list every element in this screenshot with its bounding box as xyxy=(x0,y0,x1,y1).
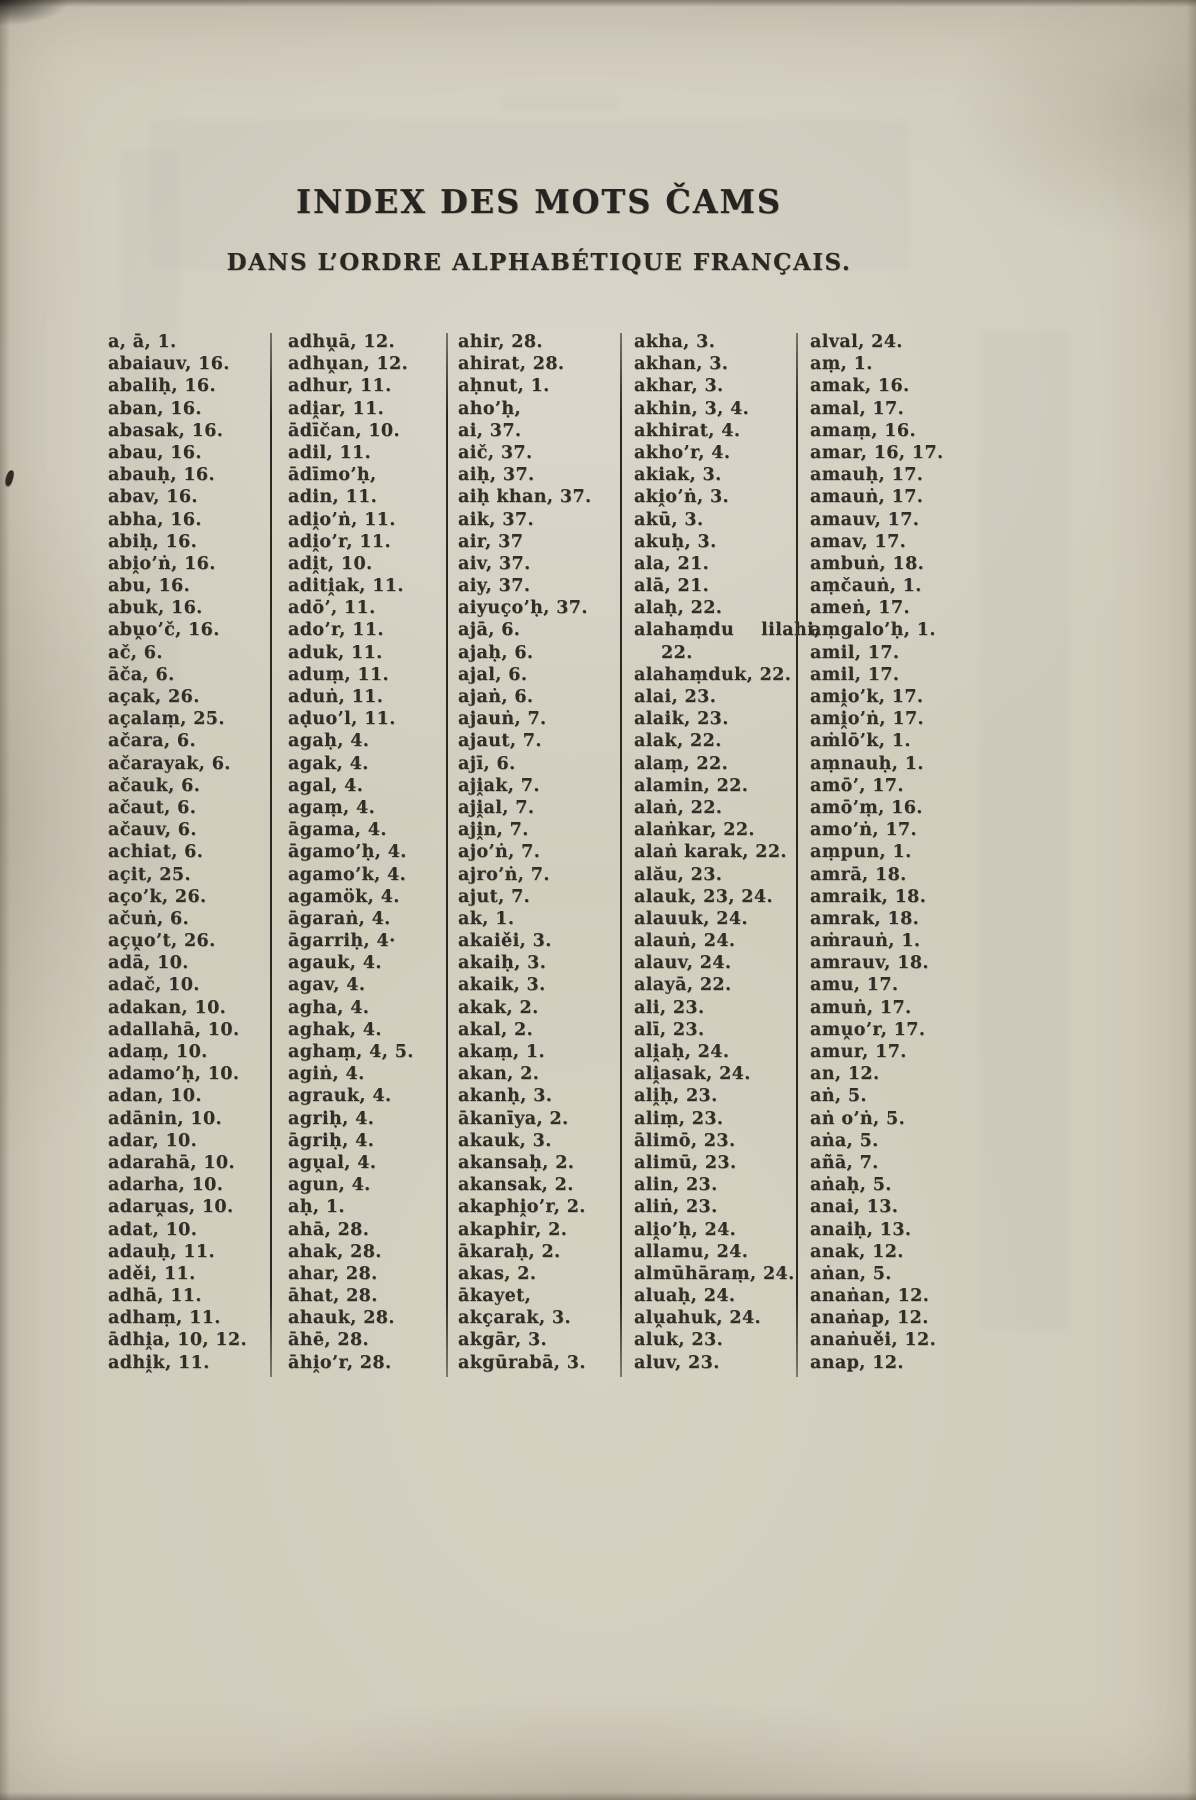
index-entry: amur, 17. xyxy=(810,1042,907,1062)
index-entry: alaḥ, 22. xyxy=(634,598,723,619)
index-entry: akaphi̭o’r, 2. xyxy=(458,1197,586,1218)
index-entry: an, 12. xyxy=(810,1064,880,1085)
index-entry: āgriḥ, 4. xyxy=(288,1130,375,1151)
index-entry: aji̭al, 7. xyxy=(458,797,535,818)
index-entry: agav, 4. xyxy=(288,975,366,996)
index-entry: akhin, 3, 4. xyxy=(634,398,750,419)
index-entry: alahaṃduk, 22. xyxy=(634,664,792,685)
index-entry: akauk, 3. xyxy=(458,1130,552,1151)
index-entry: alauk, 23, 24. xyxy=(634,886,773,907)
index-entry: aditi̭ak, 11. xyxy=(288,576,404,597)
index-entry: ākayet, xyxy=(458,1286,532,1307)
index-entry: adā, 10. xyxy=(108,953,189,974)
index-entry: ajaḥ, 6. xyxy=(458,642,534,663)
index-entry: ač, 6. xyxy=(108,642,163,663)
index-entry: adakan, 10. xyxy=(108,997,227,1018)
index-entry: akansak, 2. xyxy=(458,1175,574,1196)
index-entry: agal, 4. xyxy=(288,775,364,796)
index-entry: ajauṅ, 7. xyxy=(458,709,547,730)
index-entry: ačara, 6. xyxy=(108,731,196,752)
index-entry: adat, 10. xyxy=(108,1219,198,1240)
index-entry: aḍuo’l, 11. xyxy=(288,709,396,730)
index-entry: amrauv, 18. xyxy=(810,953,929,974)
index-entry: adhaṃ, 11. xyxy=(108,1308,221,1329)
index-entry: akuḥ, 3. xyxy=(634,531,717,552)
index-entry: añā, 7. xyxy=(810,1152,879,1173)
index-entry: amal, 17. xyxy=(810,398,905,419)
index-entry: agrauk, 4. xyxy=(288,1086,392,1107)
index-entry: amauṅ, 17. xyxy=(810,487,924,508)
index-entry: anaṅan, 12. xyxy=(810,1286,930,1307)
index-entry: adin, 11. xyxy=(288,487,378,508)
index-entry: ādīmo’ḥ, xyxy=(288,465,377,486)
index-entry: ākaraḥ, 2. xyxy=(458,1241,561,1262)
index-entry: açṷo’t, 26. xyxy=(108,931,216,952)
index-entry: aji̭n, 7. xyxy=(458,820,529,841)
index-entry: ādhi̭a, 10, 12. xyxy=(108,1330,248,1351)
index-entry: adi̭ar, 11. xyxy=(288,398,385,419)
index-entry: adhṷā, 12. xyxy=(288,332,395,352)
index-entry: ačarayak, 6. xyxy=(108,753,231,774)
index-entry: aṁlō’k, 1. xyxy=(810,731,911,752)
bleed-through-artifact xyxy=(980,330,1070,1330)
index-entry: abṷo’č, 16. xyxy=(108,620,220,641)
index-entry: agriḥ, 4. xyxy=(288,1108,375,1129)
index-entry: achiat, 6. xyxy=(108,842,204,863)
index-entry: āgaraṅ, 4. xyxy=(288,908,391,929)
index-entry: alauv, 24. xyxy=(634,953,732,974)
index-column-2 xyxy=(288,331,454,1374)
index-entry: alaṅ, 22. xyxy=(634,797,723,818)
index-entry: aik, 37. xyxy=(458,509,534,530)
index-entry: anaiḥ, 13. xyxy=(810,1219,912,1240)
index-entry: akal, 2. xyxy=(458,1019,534,1040)
index-entry: aliṅ, 23. xyxy=(634,1197,718,1218)
index-entry: 22. xyxy=(634,642,693,663)
index-entry: alā, 21. xyxy=(634,576,710,597)
index-entry: alauṅ, 24. xyxy=(634,931,736,952)
index-entry: aço’k, 26. xyxy=(108,886,207,907)
index-entry: akha, 3. xyxy=(634,332,716,352)
index-entry: ajo’ṅ, 7. xyxy=(458,842,541,863)
index-entry: agun, 4. xyxy=(288,1175,371,1196)
index-entry: aḥnut, 1. xyxy=(458,376,550,397)
index-entry: agamök, 4. xyxy=(288,886,400,907)
index-entry: alahaṃdu lilahi, xyxy=(634,620,821,641)
index-entry: agha, 4. xyxy=(288,997,370,1018)
index-entry: ala, 21. xyxy=(634,553,710,574)
index-entry: adauḥ, 11. xyxy=(108,1241,215,1262)
index-entry: ali̭asak, 24. xyxy=(634,1064,751,1085)
index-entry: alin, 23. xyxy=(634,1175,718,1196)
index-entry: aluv, 23. xyxy=(634,1352,720,1373)
index-entry: adi̭t, 10. xyxy=(288,553,373,574)
index-entry: aṃ, 1. xyxy=(810,354,873,375)
index-entry: akak, 2. xyxy=(458,997,539,1018)
index-entry: ak, 1. xyxy=(458,908,515,929)
index-entry: āgarriḥ, 4· xyxy=(288,931,396,952)
index-entry: aṅa, 5. xyxy=(810,1130,879,1151)
index-entry: amrā, 18. xyxy=(810,864,907,885)
index-entry: abiḥ, 16. xyxy=(108,531,198,552)
index-entry: ajal, 6. xyxy=(458,664,528,685)
index-entry: abauḥ, 16. xyxy=(108,465,215,486)
index-entry: aṁrauṅ, 1. xyxy=(810,931,921,952)
index-entry: ačuṅ, 6. xyxy=(108,908,190,929)
index-entry: aṃgalo’ḥ, 1. xyxy=(810,620,936,641)
index-entry: āgamo’ḥ, 4. xyxy=(288,842,407,863)
index-entry: ahak, 28. xyxy=(288,1241,382,1262)
index-entry: ādīčan, 10. xyxy=(288,420,400,441)
index-entry: amauv, 17. xyxy=(810,509,920,530)
index-entry: āhi̭o’r, 28. xyxy=(288,1352,392,1373)
index-entry: abau, 16. xyxy=(108,442,202,463)
index-entry: āča, 6. xyxy=(108,664,175,685)
index-entry: ākanīya, 2. xyxy=(458,1108,569,1129)
index-entry: adarha, 10. xyxy=(108,1175,224,1196)
index-entry: alī, 23. xyxy=(634,1019,705,1040)
index-entry: adan, 10. xyxy=(108,1086,202,1107)
index-entry: akho’r, 4. xyxy=(634,442,731,463)
index-entry: agak, 4. xyxy=(288,753,369,774)
index-entry: anap, 12. xyxy=(810,1352,904,1373)
index-entry: ali̭ḥ, 23. xyxy=(634,1086,718,1107)
index-entry: adō’, 11. xyxy=(288,598,376,619)
index-entry: ačaut, 6. xyxy=(108,797,197,818)
index-entry: aduṅ, 11. xyxy=(288,687,384,707)
index-entry: alaṅ karak, 22. xyxy=(634,842,787,863)
index-entry: ahā, 28. xyxy=(288,1219,370,1240)
index-entry: adhṷan, 12. xyxy=(288,354,409,375)
index-entry: alauuk, 24. xyxy=(634,908,748,929)
page-subtitle: DANS L’ORDRE ALPHABÉTIQUE FRANÇAIS. xyxy=(226,249,852,276)
index-entry: abuk, 16. xyxy=(108,598,203,619)
index-entry: aluaḥ, 24. xyxy=(634,1286,736,1307)
index-entry: ami̭o’k, 17. xyxy=(810,687,924,707)
index-column-4 xyxy=(634,331,821,1374)
index-entry: ado’r, 11. xyxy=(288,620,384,641)
index-entry: alimū, 23. xyxy=(634,1152,737,1173)
index-entry: aiḥ khan, 37. xyxy=(458,487,592,508)
index-entry: akansaḥ, 2. xyxy=(458,1152,575,1173)
index-entry: akhan, 3. xyxy=(634,354,729,375)
index-entry: aliṃ, 23. xyxy=(634,1108,724,1129)
index-entry: āhat, 28. xyxy=(288,1286,378,1307)
index-entry: adhur, 11. xyxy=(288,376,392,397)
index-entry: aḥ, 1. xyxy=(288,1197,345,1218)
index-entry: ajro’ṅ, 7. xyxy=(458,864,550,885)
index-entry: āgama, 4. xyxy=(288,820,387,841)
index-entry: aṃpun, 1. xyxy=(810,842,912,863)
index-entry: abu, 16. xyxy=(108,576,191,597)
index-entry: ali̭aḥ, 24. xyxy=(634,1042,730,1062)
index-entry: abha, 16. xyxy=(108,509,202,530)
bleed-through-artifact xyxy=(500,95,620,111)
index-entry: aiy, 37. xyxy=(458,576,531,597)
index-entry: akhirat, 4. xyxy=(634,420,741,441)
index-entry: akgār, 3. xyxy=(458,1330,548,1351)
index-entry: anak, 12. xyxy=(810,1241,904,1262)
index-entry: amauḥ, 17. xyxy=(810,465,924,486)
index-entry: adānin, 10. xyxy=(108,1108,223,1129)
index-entry: amav, 17. xyxy=(810,531,907,552)
index-entry: akan, 2. xyxy=(458,1064,540,1085)
index-entry: abi̭o’ṅ, 16. xyxy=(108,553,216,574)
index-entry: adarṷas, 10. xyxy=(108,1197,234,1218)
index-entry: ajaṅ, 6. xyxy=(458,687,534,707)
index-entry: amṷo’r, 17. xyxy=(810,1019,926,1040)
index-entry: allamu, 24. xyxy=(634,1241,749,1262)
index-entry: akaiḥ, 3. xyxy=(458,953,547,974)
index-entry: ahirat, 28. xyxy=(458,354,565,375)
index-entry: aděi, 11. xyxy=(108,1263,196,1284)
index-entry: alaṃ, 22. xyxy=(634,753,729,774)
index-entry: abaiauv, 16. xyxy=(108,354,230,375)
index-entry: agiṅ, 4. xyxy=(288,1064,365,1085)
index-entry: anai, 13. xyxy=(810,1197,899,1218)
index-entry: alaik, 23. xyxy=(634,709,729,730)
index-entry: agaṃ, 4. xyxy=(288,797,376,818)
index-entry: ačauv, 6. xyxy=(108,820,197,841)
index-entry: aki̭o’ṅ, 3. xyxy=(634,487,730,508)
index-entry: adaṃ, 10. xyxy=(108,1042,208,1062)
index-entry: aho’ḥ, xyxy=(458,398,522,419)
index-entry: akçarak, 3. xyxy=(458,1308,571,1329)
index-entry: adar, 10. xyxy=(108,1130,198,1151)
index-entry: akaphir, 2. xyxy=(458,1219,568,1240)
index-entry: aič, 37. xyxy=(458,442,533,463)
index-entry: aghaṃ, 4, 5. xyxy=(288,1042,414,1062)
index-entry: aṅ o’ṅ, 5. xyxy=(810,1108,906,1129)
index-entry: aghak, 4. xyxy=(288,1019,382,1040)
index-entry: ali, 23. xyxy=(634,997,705,1018)
index-entry: ami̭o’ṅ, 17. xyxy=(810,709,925,730)
index-entry: amo’ṅ, 17. xyxy=(810,820,917,841)
index-entry: akas, 2. xyxy=(458,1263,537,1284)
index-entry: agaḥ, 4. xyxy=(288,731,370,752)
index-entry: ahir, 28. xyxy=(458,332,543,352)
index-entry: ahar, 28. xyxy=(288,1263,378,1284)
index-entry: aṃčauṅ, 1. xyxy=(810,576,922,597)
index-entry: ameṅ, 17. xyxy=(810,598,910,619)
index-entry: akanḥ, 3. xyxy=(458,1086,553,1107)
index-entry: abaliḥ, 16. xyxy=(108,376,216,397)
index-column-3 xyxy=(458,331,630,1374)
index-entry: akiak, 3. xyxy=(634,465,722,486)
index-entry: açak, 26. xyxy=(108,687,200,707)
index-entry: akgūrabā, 3. xyxy=(458,1352,586,1373)
index-entry: amuṅ, 17. xyxy=(810,997,912,1018)
index-entry: adi̭o’ṅ, 11. xyxy=(288,509,396,530)
index-entry: aṅaḥ, 5. xyxy=(810,1175,892,1196)
index-entry: aban, 16. xyxy=(108,398,202,419)
index-entry: alval, 24. xyxy=(810,332,903,352)
index-entry: amō’, 17. xyxy=(810,775,904,796)
index-entry: amil, 17. xyxy=(810,642,900,663)
index-entry: adil, 11. xyxy=(288,442,372,463)
index-entry: ajut, 7. xyxy=(458,886,531,907)
index-entry: āhē, 28. xyxy=(288,1330,370,1351)
index-entry: adallahā, 10. xyxy=(108,1019,240,1040)
index-entry: alṷahuk, 24. xyxy=(634,1308,762,1329)
index-column-1 xyxy=(108,331,276,1374)
index-entry: açalaṃ, 25. xyxy=(108,709,225,730)
index-entry: amak, 16. xyxy=(810,376,910,397)
index-entry: ajī, 6. xyxy=(458,753,516,774)
index-entry: adhi̭k, 11. xyxy=(108,1352,210,1373)
index-entry: aṅ, 5. xyxy=(810,1086,867,1107)
index-entry: alamin, 22. xyxy=(634,775,749,796)
index-entry: aṃnauḥ, 1. xyxy=(810,753,924,774)
index-entry: amil, 17. xyxy=(810,664,900,685)
index-entry: alaṅkar, 22. xyxy=(634,820,755,841)
index-entry: abasak, 16. xyxy=(108,420,224,441)
index-entry: ali̭o’ḥ, 24. xyxy=(634,1219,737,1240)
index-entry: amraik, 18. xyxy=(810,886,927,907)
index-entry: adamo’ḥ, 10. xyxy=(108,1064,240,1085)
index-entry: aduk, 11. xyxy=(288,642,383,663)
index-entry: amrak, 18. xyxy=(810,908,920,929)
index-entry: ai, 37. xyxy=(458,420,522,441)
index-entry: amu, 17. xyxy=(810,975,899,996)
index-entry: amaṃ, 16. xyxy=(810,420,916,441)
index-entry: ālimō, 23. xyxy=(634,1130,736,1151)
index-entry: ajā, 6. xyxy=(458,620,521,641)
index-entry: almūhāraṃ, 24. xyxy=(634,1263,795,1284)
index-entry: ajaut, 7. xyxy=(458,731,542,752)
index-entry: akaṃ, 1. xyxy=(458,1042,545,1062)
index-entry: adhā, 11. xyxy=(108,1286,202,1307)
index-entry: aiv, 37. xyxy=(458,553,531,574)
index-entry: ačauk, 6. xyxy=(108,775,201,796)
index-entry: aiyuço’ḥ, 37. xyxy=(458,598,588,619)
page-corner-shadow xyxy=(0,0,70,26)
index-entry: alai, 23. xyxy=(634,687,717,707)
index-entry: alak, 22. xyxy=(634,731,722,752)
index-entry: aji̭ak, 7. xyxy=(458,775,540,796)
index-entry: adarahā, 10. xyxy=(108,1152,235,1173)
index-entry: aṅan, 5. xyxy=(810,1263,892,1284)
index-entry: alayā, 22. xyxy=(634,975,732,996)
index-entry: akhar, 3. xyxy=(634,376,724,397)
index-entry: agauk, 4. xyxy=(288,953,382,974)
index-entry: air, 37 xyxy=(458,531,524,552)
ink-speck xyxy=(4,469,15,486)
index-entry: adač, 10. xyxy=(108,975,200,996)
index-entry: amar, 16, 17. xyxy=(810,442,944,463)
index-entry: açit, 25. xyxy=(108,864,191,885)
index-entry: ahauk, 28. xyxy=(288,1308,395,1329)
index-entry: ambuṅ, 18. xyxy=(810,553,925,574)
index-column-5 xyxy=(810,331,978,1374)
index-entry: aduṃ, 11. xyxy=(288,664,390,685)
index-entry: aiḥ, 37. xyxy=(458,465,535,486)
index-entry: akaik, 3. xyxy=(458,975,546,996)
index-entry: aluk, 23. xyxy=(634,1330,724,1351)
index-entry: alău, 23. xyxy=(634,864,723,885)
index-entry: akaiěi, 3. xyxy=(458,931,552,952)
index-entry: anaṅap, 12. xyxy=(810,1308,929,1329)
index-entry: agamo’k, 4. xyxy=(288,864,407,885)
index-entry: agṷal, 4. xyxy=(288,1152,377,1173)
index-entry: abav, 16. xyxy=(108,487,198,508)
index-entry: anaṅuěi, 12. xyxy=(810,1330,937,1351)
page-title: INDEX DES MOTS ČAMS xyxy=(296,182,782,221)
index-entry: akū, 3. xyxy=(634,509,704,530)
index-entry: adi̭o’r, 11. xyxy=(288,531,391,552)
index-entry: a, ā, 1. xyxy=(108,332,177,352)
index-entry: amō’ṃ, 16. xyxy=(810,797,923,818)
